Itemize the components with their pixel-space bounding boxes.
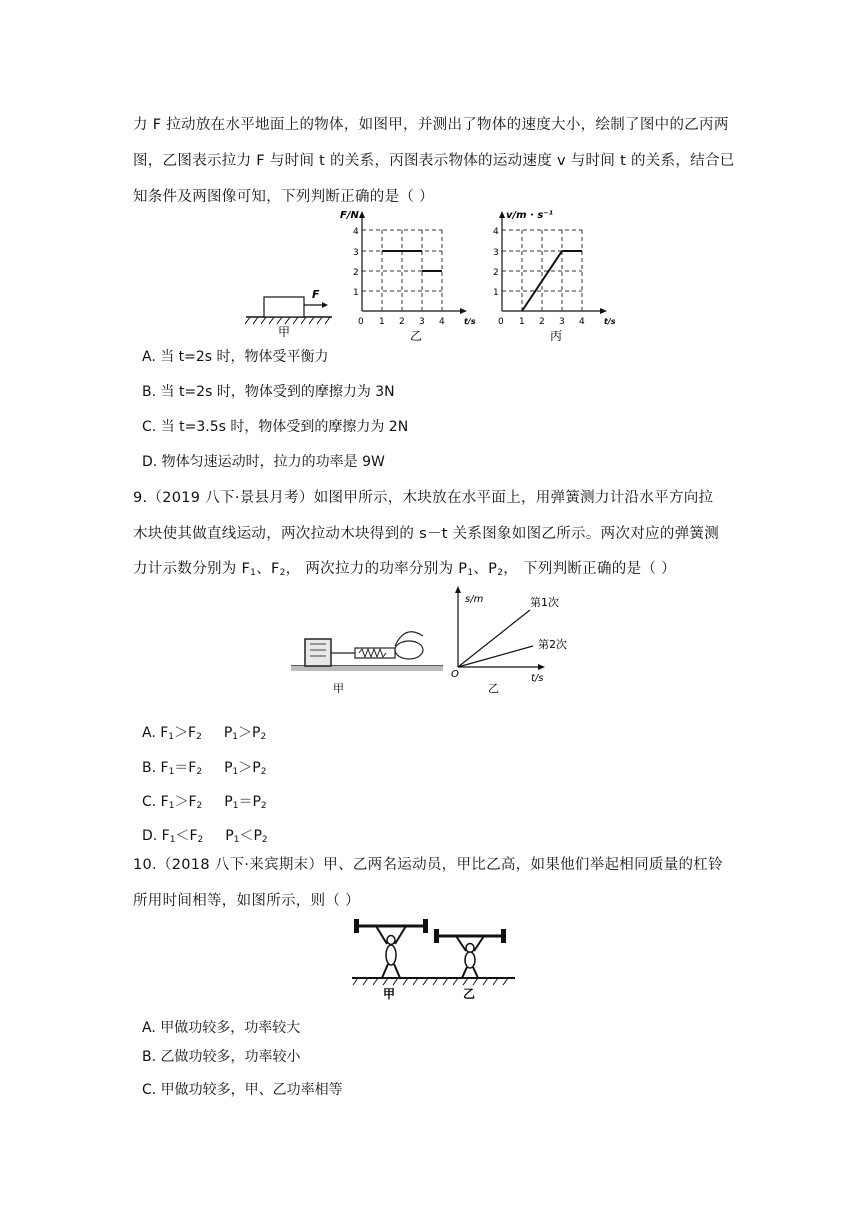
bing-ytick: 3 <box>493 248 499 258</box>
force-label: F <box>312 288 320 301</box>
yi-ytick: 3 <box>353 248 359 258</box>
yi-xtick: 0 <box>358 317 364 327</box>
q10-stem-line-1: 10.（2018 八下·来宾期末）甲、乙两名运动员，甲比乙高，如果他们举起相同质量的杠铃 <box>133 857 723 873</box>
bing-ytick: 4 <box>493 227 499 237</box>
bing-xtick: 2 <box>539 317 545 327</box>
q9-graph-origin: O <box>451 669 459 680</box>
yi-ylabel: F/N <box>340 210 359 221</box>
yi-xtick: 4 <box>439 317 445 327</box>
q10-option-b[interactable]: B. 乙做功较多，功率较小 <box>142 1049 301 1065</box>
q8-stem-line-1: 力 F 拉动放在水平地面上的物体，如图甲，并测出了物体的速度大小，绘制了图中的乙丙两 <box>133 117 729 133</box>
q9-graph-xlabel: t/s <box>531 673 544 684</box>
bing-ytick: 2 <box>493 268 499 278</box>
q9-option-a[interactable]: A. $F_1>F_2$ $P_1>P_2$ <box>142 725 267 742</box>
q8-option-a[interactable]: A. 当 t=2s 时，物体受平衡力 <box>142 349 329 365</box>
q9-option-c[interactable]: C. $F_1>F_2$ $P_1=P_2$ <box>142 794 267 811</box>
q9-fig-jia-label: 甲 <box>333 682 344 695</box>
q8-stem-line-2: 图，乙图表示拉力 F 与时间 t 的关系，丙图表示物体的运动速度 v 与时间 t 的关系，结合已 <box>133 153 735 169</box>
yi-xlabel: t/s <box>464 317 476 326</box>
q8-option-b[interactable]: B. 当 t=2s 时，物体受到的摩擦力为 3N <box>142 384 395 400</box>
q8-figure-jia <box>240 285 340 340</box>
q10-option-c[interactable]: C. 甲做功较多，甲、乙功率相等 <box>142 1082 343 1098</box>
q9-series-1: 第1次 <box>530 596 559 609</box>
q10-stem-line-2: 所用时间相等，如图所示，则（ ） <box>133 893 360 909</box>
q9-option-b[interactable]: B. $F_1=F_2$ $P_1>P_2$ <box>142 760 267 777</box>
q8-graph-bing <box>480 206 620 344</box>
q10-label-yi: 乙 <box>463 987 476 1001</box>
yi-ytick: 4 <box>353 227 359 237</box>
q8-option-d[interactable]: D. 物体匀速运动时，拉力的功率是 9W <box>142 454 385 470</box>
q9-figure <box>283 582 578 704</box>
q8-stem-line-3: 知条件及两图像可知，下列判断正确的是（ ） <box>133 189 434 205</box>
yi-xtick: 1 <box>379 317 385 327</box>
q9-stem-line-2: 木块使其做直线运动，两次拉动木块得到的 s－t 关系图象如图乙所示。两次对应的弹簧测 <box>133 526 720 542</box>
q10-figure <box>350 914 518 1004</box>
q9-option-d[interactable]: D. $F_1<F_2$ $P_1<P_2$ <box>142 828 268 845</box>
q10-label-jia: 甲 <box>383 987 396 1001</box>
q9-series-2: 第2次 <box>538 638 567 651</box>
fig-jia-label: 甲 <box>278 325 291 339</box>
bing-xtick: 3 <box>559 317 565 327</box>
bing-xtick: 4 <box>579 317 585 327</box>
q9-stem-line-1: 9.（2019 八下·景县月考）如图甲所示，木块放在水平面上，用弹簧测力计沿水平方向拉 <box>133 490 714 506</box>
yi-xtick: 2 <box>399 317 405 327</box>
bing-ytick: 1 <box>493 288 499 298</box>
q10-option-a[interactable]: A. 甲做功较多，功率较大 <box>142 1020 301 1036</box>
bing-ylabel: v/m · s⁻¹ <box>506 210 553 221</box>
q9-graph-ylabel: s/m <box>465 594 484 605</box>
q9-stem-line-3: 力计示数分别为 $F_1$、$F_2$， 两次拉力的功率分别为 $P_1$、$P_2$， 下列判断正确的是（ ） <box>133 561 676 578</box>
bing-caption: 丙 <box>550 329 563 343</box>
q8-option-c[interactable]: C. 当 t=3.5s 时，物体受到的摩擦力为 2N <box>142 419 409 435</box>
bing-xtick: 1 <box>519 317 525 327</box>
yi-ytick: 2 <box>353 268 359 278</box>
q9-fig-yi-label: 乙 <box>488 682 499 695</box>
bing-xlabel: t/s <box>604 317 616 326</box>
yi-xtick: 3 <box>419 317 425 327</box>
yi-ytick: 1 <box>353 288 359 298</box>
bing-xtick: 0 <box>498 317 504 327</box>
q8-graph-yi <box>340 206 480 344</box>
yi-caption: 乙 <box>410 329 423 343</box>
